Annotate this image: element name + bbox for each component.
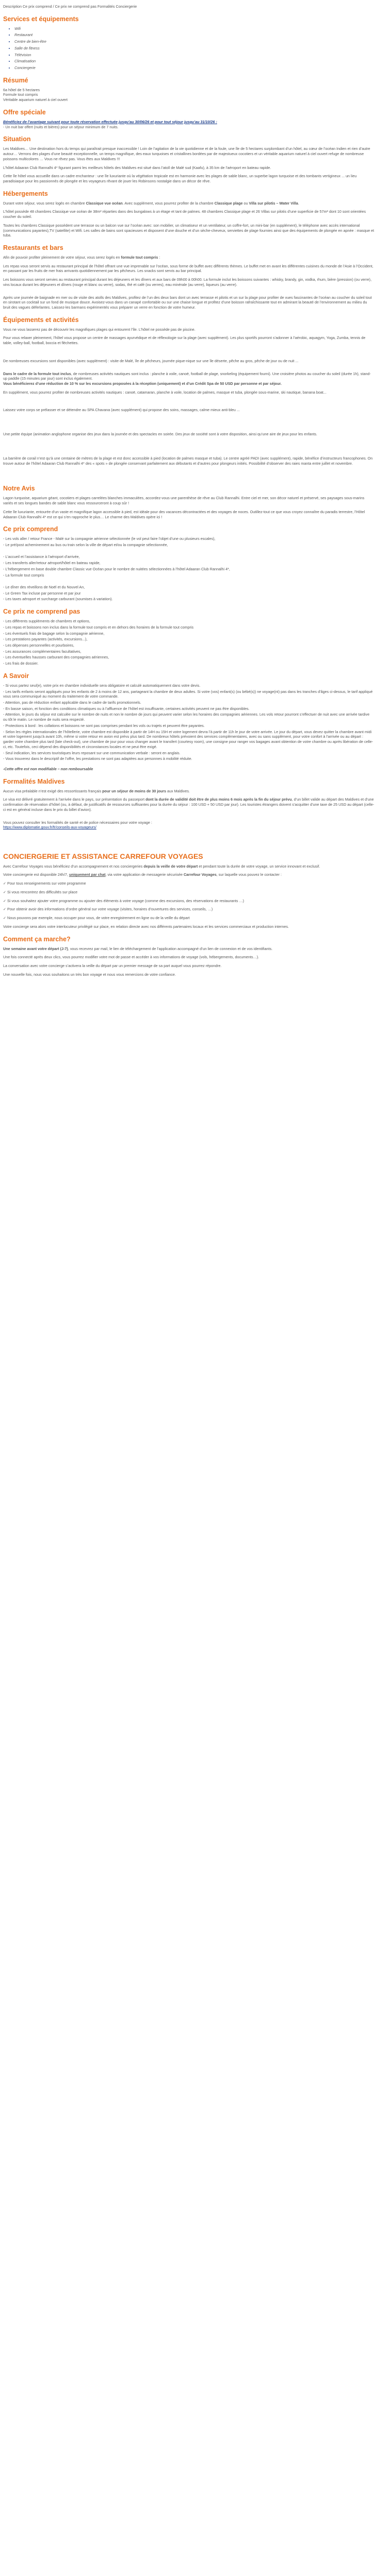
formalites-p1: Aucun visa préalable n’est exigé des ressortissants français pour un séjour de moins de 30 jours aux Maldives. [3,788,190,793]
restaurants-title: Restaurants et bars [3,244,63,251]
comprend-line: - L’hébergement en base double chambre Classic vue Océan pour le nombre de nuitées sélectionnées à l’hôtel Adaaran Club Rannalhi 4*, [3,566,230,571]
restaurants-p4: Après une journée de baignade en mer ou de visite des atolls des Maldives, profitez de l’un des deux bars dont un avec terrasse et pilotis et un sur la plage pour profiter de vues fascinantes de l’océan au coucher du soleil tout en sirotant un cocktail sur un fond de musique douce. Avoisez-vous dans un canapé confortable ou sur une chaise longue et profitez d’une boisson rafraîchissante tout en admirant la beauté de l’environnement au milieu du bruit des vagues déferlantes. Laissez-les barmans expérimentés vous préparer un verre en fonction de votre humeur. [3,295,372,310]
conciergerie-service: ✓ Si vous rencontrez des difficultés sur place [3,889,78,894]
comprend-line: - Les taxes aéroport et surcharge carburant (soumises à variation). [3,597,113,602]
situation-p2: L’hôtel Adaaran Club Rannalhi 4* figurant parmi les meilleurs hôtels des Maldives est situé dans l’atoll de Malé sud (Kaafu), à 35 km de l’aéroport en bateau rapide. [3,165,271,170]
formalites-title: Formalités Maldives [3,777,65,785]
savoir-line: - Si vous partez seul(e), votre prix en chambre individuelle sera obligatoire et calculé automatiquement dans votre devis. [3,683,201,688]
savoir-list [3,683,374,761]
situation-p3: Cette île hôtel vous accueille dans un cadre enchanteur : une île luxuriante où la végétation tropicale est en harmonie avec les plages de sable blanc, un superbe lagon turquoise et des tombants vertigineux ... un lieu paradisiaque pour les passionnés de plongée et les voyageurs rêvant de jouer les Robinsons nostalgie dans un décor de rêve. [3,174,357,183]
savoir-line: - Protections à bord : les collations et boissons ne sont pas comprises pendant les vols ou trajets et peuvent être payantes. [3,723,205,728]
offre-title: Offre spéciale [3,108,46,116]
comprend-line [3,549,374,554]
comprend-title: Ce prix comprend [3,526,58,533]
services-title: Services et équipements [3,15,79,23]
equipements-p2: Pour vous relaxer pleinement, l’hôtel vous propose un centre de massages ayurvédique et de réflexologie sur la plage (avec supplément). Les plus sportifs pourront s’adonner à l’aérobic, aquagym, Yoga, Zumba, tennis de table, volley-ball, football, boccia et fléchettes. [3,335,366,346]
savoir-line: - Attention, le jours du séjour est calculée sur le nombre de nuits et non le nombre de jours qui peuvent varier selon les horaires des compagnies aériennes. Les vols retour pourront s’effectuer de nuit avec une arrivée tardive ou tôt le matin. Le nombre de nuits sera respecté. [3,712,370,722]
conciergerie-service: ✓ Nous pouvons par exemple, nous occuper pour vous, de votre enregistrement en ligne ou de la veille du départ [3,916,190,921]
offre-text: Bénéficiez de l’avantage suivant pour toute réservation effectuée jusqu’au 30/06/26 et pour tout séjour jusqu’au 31/10/26 : - Un nuit bar offert (nuits et bières) pour un séjour minimum de 7 nuits. [3,119,217,129]
marche-p3: La conversation avec votre concierge s’activera la veille du départ par un premier message de sa part auquel vous pourrez répondre. [3,963,222,968]
necomprend-line: - Les repas et boissons non inclus dans la formule tout compris et en dehors des horaires de la formule tout compris [3,624,194,630]
service-item: • Restaurant [14,32,374,38]
restaurants-p3: Les boissons vous seront servies au restaurant principal durant les déjeuners et les dîners et aux bars de 09h00 à 00h00. La formule inclut les boissons suivantes : whisky, brandy, gin, vodka, rhum, bière (pression) (ou verre), vins locaux durant les déjeuners et dîners (rouge et blanc ou verre), sodas, thé et café (ou verres), eau minérale (au verre), liqueurs (au verre). [3,277,372,287]
marche-p4: Une nouvelle fois, nous vous souhaitons un très bon voyage et nous vous remercions de votre confiance. [3,972,176,977]
necomprend-line: - Les éventuels frais de bagage selon la compagnie aérienne, [3,631,105,636]
restaurants-p2: Les repas vous seront servis au restaurant principal de l’hôtel offrant une vue imprenable sur l’océan, sous forme de buffet avec différents thèmes. Le buffet met en avant les différentes cuisines du monde de l’Asie à l’Occident, en passant par les fruits de mer frais arrivants quotidiennement par les pêcheurs. Les snacks sont servis au bar principal. [3,263,373,274]
marche-p1: Une semaine avant votre départ (J-7), vous recevrez par mail, le lien de téléchargement de l’application accompagné d’un lien de connexion et de vos identifiants. [3,946,273,951]
resume-text: 6a hôtel de 5 hectares Formule tout compris Véritable aquarium naturel à ciel ouvert [3,87,68,103]
savoir-line: - Selon les règles internationales de l’hôtellerie, votre chambre est disponible à partir de 14H ou 15H et votre logement devra l’à partir de 11h le jour de votre arrivée. Le jour du départ, vous devez quitter la chambre avant midi et votre logement jusqu’à avant 10h, même si votre retour en avion est prévu plus tard. De nombreux hôtels prévoient des services complémentaires, avec ou sans supplément, pour votre confort à l’arrivée ou au départ : garder votre chambre plus tard (late check-out), une chambre de jour pour vous changer avant le transfert (courtesy room), une consigne pour ranger vos bagages avant obtention de votre chambre ou après libération de celle-ci, etc. Toutefois, ceci dépend des disponibilités et circonstances locales et ne peut être exigé. [3,729,373,749]
hebergements-title: Hébergements [3,190,48,197]
necomprend-line: - Les éventuelles hausses carburant des compagnies aériennes, [3,655,109,660]
situation-p1: Les Maldives… Une destination hors du temps qui paraîtrait presque inaccessible ! Loin de l’agitation de la vie quotidienne et de la foule, une île de 5 hectares surplombant d’un hôtel, au cœur de l’océan Indien et rien d’autre autour… Verrons des plages d’une beauté exceptionnelle, un temps magnifique, des eaux turquoises et cristallines bordées par de majestueux cocotiers et un véritable aquarium naturel à ciel ouvert refuge de nombreuse poissons multicolores … Vous ne rêvez pas. Vous êtes aux Maldives !!! [3,146,370,161]
savoir-line: - Les tarifs enfants seront appliqués pour les enfants de 2 à moins de 12 ans, partageant la chambre de deux adultes. Si votre (vos) enfant(s) (ou bébé(s)) ne voyage(nt) pas dans les tranches d’âges ci-dessus, le tarif appliqué vous sera communiqué au moment du traitement de votre commande. [3,689,373,699]
service-item: • Climatisation [14,59,374,64]
avis-p2: Cette île luxuriante, entourée d’un vaste et magnifique lagon accessible à pied, est idéale pour des vacances décontractées et des voyages de noces. Outillez-tout ce que vous croyez connaître du paradis terrestre, l’Hôtel Adaaran Club Rannalhi 4* est ce qui s’en rapproche le plus… Le charme des Maldives opère ici ! [3,509,365,519]
hebergements-p1: Durant votre séjour, vous serez logés en chambre Classique vue océan. Avec supplément, vous pourrez profiter de la chambre Classique plage ou Villa sur pilotis – Water Villa. [3,200,299,206]
service-item: • Salle de fitness [14,46,374,51]
formalites-p3: Vous pouvez consulter les formalités de santé et de police nécessaires pour votre voyage : https://www.diplomatie.gouv.fr/fr/conseils-aux-voyageurs/ [3,820,152,830]
comprend-line: - Le dîner des réveillons de Noël et du Nouvel An, [3,584,85,589]
avis-title: Notre Avis [3,485,35,493]
necomprend-list [3,619,374,666]
necomprend-title: Ce prix ne comprend pas [3,608,80,616]
marche-title: Comment ça marche? [3,935,71,943]
necomprend-line: - Les frais de dossier. [3,661,39,666]
hebergements-p3: Toutes les chambres Classique possèdent une terrasse ou un balcon vue sur l’océan avec: son mobilier, un climatiseur et un ventilateur, un coffre-fort, un mini-bar (en supplément), le téléphone avec accès international (communications payantes),TV (satellite) et Wifi. Les salles de bains sont spacieuses et disposent d’une douche et d’un sèche-cheveux, serviettes de plage fournies ainsi que des équipements de plongée en apnée : masque et tuba. [3,223,374,238]
diplomatie-link[interactable]: https://www.diplomatie.gouv.fr/fr/conseils-aux-voyageurs/ [3,825,96,830]
equipements-p1: Vous ne vous lasserez pas de découvrir les magnifiques plages qui entourent l’île. L’hôtel ne possède pas de piscine. [3,327,196,332]
equipements-p5: En supplément, vous pourrez profiter de nombreuses activités nautiques : canoë, catamaran, planche à voile, location de palmes, masque et tuba, plongée sous-marine, ski nautique, banana boat... [3,389,327,395]
equipements-p6: Laissez votre corps se prélasser et se détendre au SPA Chavana (avec supplément) qui propose des soins, massages, calme mieux anti-bleu ... [3,408,240,413]
necomprend-line: - Les assurances complémentaires facultatives, [3,649,82,654]
savoir-title: A Savoir [3,672,29,680]
service-item: • Wifi [14,26,374,31]
conciergerie-service: ✓ Pour tous renseignements sur votre programme [3,881,86,886]
necomprend-line: - Les différents suppléments de chambres et options, [3,619,90,624]
savoir-line: - Vous trouverez dans le descriptif de l’offre, les prestations ne sont pas adaptées aux personnes à mobilité réduite. [3,756,192,761]
non-remboursable-notice: -Cette offre est non modifiable – non remboursable [3,766,93,771]
restaurants-p1: Afin de pouvoir profiter pleinement de votre séjour, vous serez logés en formule tout compris : [3,255,160,260]
savoir-line: - Attention, pas de réduction enfant applicable dans le cadre de tarifs promotionnels. [3,700,141,705]
conciergerie-p3: Votre concierge sera alors votre interlocuteur privilégié sur place, en relation directe avec nos différents partenaires locaux et les services commerciaux et production internes. [3,924,289,929]
conciergerie-service: ✓ Pour obtenir avoir des informations d’ordre général sur votre voyage (visites, horaires d’ouvertures des services, conseils, …) [3,907,213,912]
avis-p1: Lagon turquoise, aquarium géant, cocotiers et plages carrelées blanches immaculées, accordez-vous une parenthèse de rêve au Club Rannalhi. Entre ciel et mer, son décor naturel et préservé, ses paysages sous-marins variés et ses longues bandes de sable blanc vous ressourceront à coup sûr ! [3,496,365,506]
hebergements-p2: L’hôtel possède 48 chambres Classique vue océan de 38m² réparties dans des bungalows à un étage et tant de palmes. 48 chambres Classique plage et 26 Villas sur pilotis d’une superficie de 57m² dont 10 sont orientées coucher du soleil. [3,209,366,219]
comprend-list [3,536,374,602]
animation-text: Une petite équipe (animation anglophone organise des jeux dans la journée et des spectacles en soirée. Des jeux de société sont à votre disposition, ainsi qu’une aire de jeux pour les enfants. [3,432,317,437]
savoir-line: - Seul indication, les services touristiques leurs reposant sur une communication verbale : seront en anglais. [3,750,181,755]
service-item: • Télévision [14,53,374,58]
savoir-line: - En basse saison, et fonction des conditions climatiques ou à l’affluence de l’hôtel est insuffisante, certaines activités peuvent ne pas être disponibles. [3,706,250,711]
plongee-text: La barrière de corail n’est qu’à une centaine de mètres de la plage et est donc accessible à pied (location de palmes masque et tuba). Le centre agréé PADI (avec supplément), rapide, bénéfice d’instructeurs francophones. On trouve autour de l’hôtel Adaaran Club Rannalhi 4* des « spots » de plongée conservant parfaitement aux débutants et d’autres pour plongeurs initiés. Possibilité d’observer des raies manta entre juillet et novembre. [3,455,373,466]
marche-p2: Une fois connecté après deux clics, vous pourrez modifier votre mot de passe et accéder à vos informations de voyage (vols, hébergements, documents…). [3,955,259,960]
services-list [3,26,374,71]
service-item: • Centre de bien-être [14,39,374,44]
equipements-p3: De nombreuses excursions sont disponibles (avec supplément) : visite de Malé, île de pêcheurs, journée pique-nique sur une île déserte, pêche au gros, pêche de jour ou de nuit ... [3,358,299,363]
product-description [0,0,378,977]
resume-title: Résumé [3,76,28,84]
intro-tabs-text: Description Ce prix comprend / Ce prix ne comprend pas Formalités Conciergerie [3,4,137,9]
conciergerie-p1: Avec Carrefour Voyages vous bénéficiez d’un accompagnement et nos conciergeries depuis la veille de votre départ et pendant toute la durée de votre voyage, un service innovant et exclusif. [3,863,320,869]
service-item: • Conciergerie [14,65,374,71]
comprend-line: - Les vols aller / retour France - Malé sur la compagnie aérienne sélectionnée (le vol peut faire l’objet d’une ou plusieurs escales), [3,536,216,541]
comprend-line: - La formule tout compris [3,572,44,578]
comprend-line: - Le Green Tax incluse par personne et par jour [3,590,81,596]
equipements-title: Équipements et activités [3,316,79,324]
necomprend-line: - Les dépenses personnelles et pourboires, [3,643,74,648]
comprend-line [3,579,374,584]
situation-title: Situation [3,135,31,143]
comprend-line: - Les transferts aller/retour aéroport/hôtel en bateau rapide, [3,561,101,566]
formalites-p2: Le visa est délivré gratuitement à l’arrivée dans le pays, sur présentation du passeport dont la durée de validité doit être de plus moins 6 mois après la fin du séjour prévu, d’un billet valide au départ des Maldives et d’une confirmation de réservation d’hôtel (ou, à défaut, de justificatifs de ressources suffisantes pour la durée du séjour : 100 USD + 50 USD par jour). Les touristes étrangers doivent s’acquitter d’une taxe de 25 USD au départ (celle-ci est en général incluse dans le prix du billet d’avion). [3,797,374,812]
conciergerie-service: ✓ Si vous souhaitez ajouter votre programme ou ajouter des éléments à votre voyage (comme des excursions, des réservations de restaurants …) [3,898,245,903]
conciergerie-title: CONCIERGERIE ET ASSISTANCE CARREFOUR VOYAGES [3,852,203,860]
equipements-p4: Dans le cadre de la formule tout inclus, de nombreuses activités nautiques sont inclus : planche à voile, canoë, football de plage, snorkeling (équipement fourni). Une croisière photos au coucher du soleil (durée 1h), stand-up paddle (15 minutes par jour) sont inclus également. Vous bénéficierez d’une réduction de 10 % sur les excursions proposées à la réception (uniquement) et d’un Crédit Spa de 50 USD par personne et par séjour. [3,371,371,386]
comprend-line: - L’accueil et l’assistance à l’aéroport d’arrivée, [3,554,80,560]
comprend-line: - Le pré/post acheminement au bus ou train selon la ville de départ et/ou la compagnie sélectionnée, [3,542,168,547]
conciergerie-services [3,881,374,921]
necomprend-line: - Les prestations payantes (activités, excursions...), [3,637,88,642]
conciergerie-p2: Votre conciergerie est disponible 24h/7, uniquement par chat, via votre application de messagerie sécurisée Carrefour Voyages, sur laquelle vous pouvez le contacter : [3,872,282,877]
